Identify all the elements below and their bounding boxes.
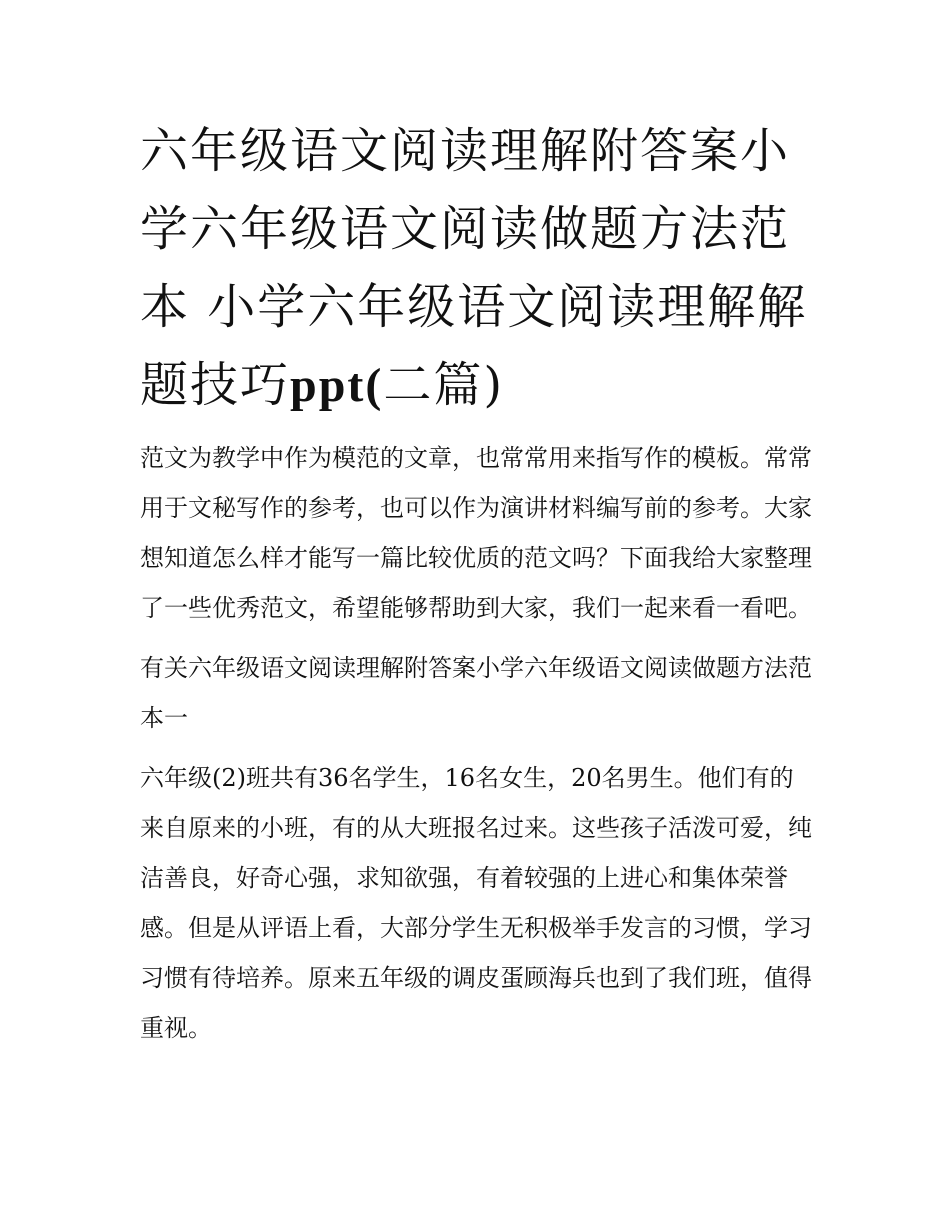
document-title bbox=[140, 112, 812, 425]
title-tail-text: 二篇) bbox=[383, 357, 505, 413]
document-content bbox=[140, 112, 812, 1053]
title-ppt-text: ppt( bbox=[290, 359, 384, 412]
body-paragraph: 六年级(2)班共有36名学生，16名女生，20名男生。他们有的来自原来的小班，有的从大班报名过来。这些孩子活泼可爱，纯洁善良，好奇心强，求知欲强，有着较强的上进心和集体荣誉感。但是从评语上看，大部分学生无积极举手发言的习惯，学习习惯有待培养。原来五年级的调皮蛋顾海兵也到了我们班，值得重视。 bbox=[140, 764, 812, 1042]
section-heading: 有关六年级语文阅读理解附答案小学六年级语文阅读做题方法范本一 bbox=[140, 654, 812, 732]
intro-paragraph: 范文为教学中作为模范的文章，也常常用来指写作的模板。常常用于文秘写作的参考，也可以作为演讲材料编写前的参考。大家想知道怎么样才能写一篇比较优质的范文吗？下面我给大家整理了一些优秀范文，希望能够帮助到大家，我们一起来看一看吧。 bbox=[140, 444, 812, 622]
title-main-text: 六年级语文阅读理解附答案小学六年级语文阅读做题方法范本 小学六年级语文阅读理解解题技巧 bbox=[140, 123, 808, 413]
